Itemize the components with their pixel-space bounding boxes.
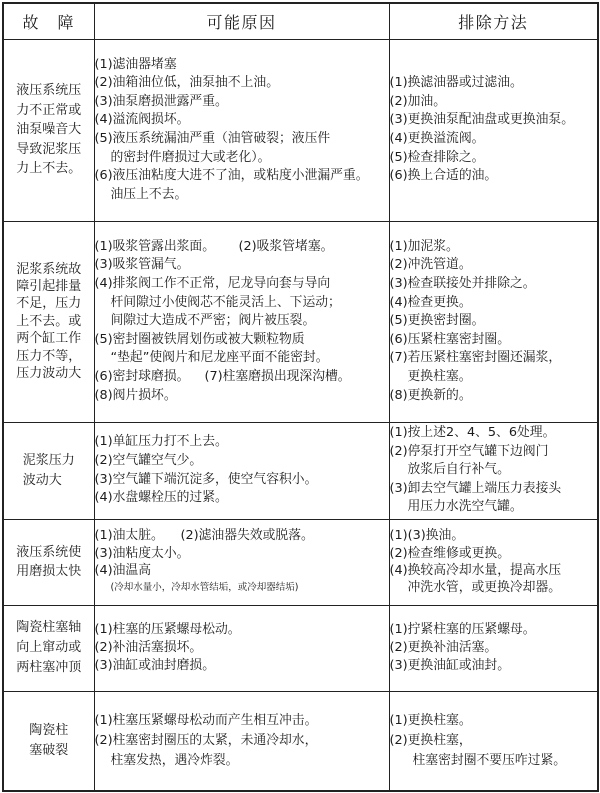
fault-text bbox=[23, 451, 75, 490]
remedies-cell bbox=[389, 519, 598, 605]
causes-cell bbox=[94, 605, 389, 691]
table-row bbox=[3, 519, 598, 605]
causes-cell bbox=[94, 422, 389, 519]
remedy-line: (3)更换油泵配油盘或更换油泵。 bbox=[389, 112, 574, 128]
remedies-cell bbox=[389, 39, 598, 221]
header-fault: 故 障 bbox=[3, 3, 94, 39]
fault-text bbox=[16, 618, 81, 678]
table-header-row bbox=[3, 3, 598, 39]
remedy-line: (8)更换新的。 bbox=[389, 387, 472, 403]
fault-cell bbox=[3, 605, 94, 691]
fault-text bbox=[16, 261, 81, 383]
fault-line: 两个缸工作 bbox=[16, 331, 82, 347]
fault-line: 泥浆系统故 bbox=[16, 261, 82, 277]
fault-line: 力不正常或 bbox=[16, 102, 82, 118]
fault-line: 上不去。或 bbox=[16, 313, 82, 329]
table-row bbox=[3, 221, 598, 422]
header-causes: 可能原因 bbox=[94, 3, 389, 39]
fault-text bbox=[16, 81, 81, 179]
cause-item: (2)滤油器失效或脱落。 bbox=[180, 528, 314, 544]
cause-line: (5)密封圈被铁屑划伤或被大颗粒物质 bbox=[94, 331, 305, 347]
cause-line: (3)吸浆管漏气。 bbox=[94, 257, 190, 273]
table-row bbox=[3, 605, 598, 691]
cause-line: (4)水盘螺栓压的过紧。 bbox=[94, 490, 228, 506]
remedy-line: (6)换上合适的油。 bbox=[389, 168, 498, 184]
remedy-line: (4)换较高冷却水量，提高水压 bbox=[389, 563, 562, 578]
remedy-line: (2)停泵打开空气罐下边阀门 bbox=[389, 443, 549, 459]
fault-line: 障引起排量 bbox=[16, 278, 82, 294]
remedy-line: (3)检查联接处并排除之。 bbox=[389, 276, 536, 292]
cause-line: (4)油温高 bbox=[94, 563, 152, 578]
fault-text bbox=[16, 543, 81, 582]
cause-item: (1)油太脏。 bbox=[94, 528, 164, 544]
remedy-line: (1)(3)换油。 bbox=[389, 528, 465, 544]
remedy-line: (5)检查排除之。 bbox=[389, 149, 485, 165]
cause-item: (1)吸浆管露出浆面。 bbox=[94, 238, 216, 254]
cause-line: (3)油泵磨损泄露严重。 bbox=[94, 93, 228, 109]
troubleshooting-table bbox=[2, 2, 599, 792]
cause-line: (5)液压系统漏油严重（油管破裂；液压件 bbox=[94, 131, 331, 146]
cause-line-pair bbox=[95, 527, 389, 544]
causes-cell bbox=[94, 221, 389, 422]
cause-item: (7)柱塞磨损出现深沟槽。 bbox=[204, 368, 351, 384]
fault-line: 泥浆压力 bbox=[22, 453, 75, 468]
cause-line: (2)空气罐空气少。 bbox=[94, 452, 203, 468]
remedy-line: 冲洗水管，或更换冷却器。 bbox=[407, 580, 562, 596]
fault-line: 压力不等， bbox=[16, 348, 82, 364]
causes-cell bbox=[94, 691, 389, 791]
remedy-line: (2)冲洗管道。 bbox=[389, 257, 472, 273]
fault-line: 压力波动大 bbox=[16, 366, 82, 382]
remedy-line: (2)检查维修或更换。 bbox=[389, 545, 511, 561]
cause-line: 柱塞发热，遇冷炸裂。 bbox=[110, 752, 239, 768]
remedy-line: 放浆后自行补气。 bbox=[407, 462, 510, 478]
cause-line-pair bbox=[95, 238, 389, 257]
remedy-line: 更换柱塞。 bbox=[407, 368, 472, 384]
remedy-line: (6)压紧柱塞密封圈。 bbox=[389, 331, 511, 347]
cause-line-pair bbox=[95, 368, 389, 387]
fault-line: 液压系统使 bbox=[16, 544, 82, 560]
fault-line: 液压系统压 bbox=[16, 83, 82, 99]
remedy-line: (1)按上述2、4、5、6处理。 bbox=[389, 425, 556, 441]
remedies-cell bbox=[389, 221, 598, 422]
fault-cell bbox=[3, 422, 94, 519]
remedy-line: (3)更换油缸或油封。 bbox=[389, 658, 511, 673]
fault-text bbox=[29, 721, 68, 760]
remedy-line: (2)更换补油活塞。 bbox=[389, 640, 498, 655]
header-remedies: 排除方法 bbox=[389, 3, 598, 39]
cause-line: 间隙过大造成不严密；阀片被压裂。 bbox=[110, 313, 316, 329]
remedy-line: 用压力水洗空气罐。 bbox=[407, 499, 523, 515]
cause-line: 油压上不去。 bbox=[110, 186, 188, 202]
cause-note: (冷却水量小，冷却水管结垢，或冷却器结垢) bbox=[110, 582, 299, 594]
fault-line: 向上窜动或 bbox=[16, 640, 82, 655]
remedy-line: (1)更换柱塞。 bbox=[389, 712, 472, 728]
remedy-line: (7)若压紧柱塞密封圈还漏浆， bbox=[389, 350, 562, 366]
remedy-line: (1)换滤油器或过滤油。 bbox=[389, 75, 523, 91]
table-row bbox=[3, 691, 598, 791]
cause-item: (6)密封球磨损。 bbox=[94, 368, 190, 384]
remedies-cell bbox=[389, 691, 598, 791]
remedy-line: (5)更换密封圈。 bbox=[389, 313, 485, 329]
fault-line: 不足，压力 bbox=[16, 296, 82, 312]
cause-line: 的密封件磨损过大或老化）。 bbox=[110, 149, 271, 165]
cause-line: (1)滤油器堵塞 bbox=[94, 56, 177, 72]
cause-line: (2)补油活塞损坏。 bbox=[94, 640, 203, 655]
remedy-line: (2)更换柱塞， bbox=[389, 732, 472, 748]
fault-line: 波动大 bbox=[22, 472, 62, 488]
cause-line: (1)柱塞的压紧螺母松动。 bbox=[94, 622, 241, 637]
cause-line: (3)油缸或油封磨损。 bbox=[94, 658, 216, 673]
remedy-line: (4)更换溢流阀。 bbox=[389, 131, 485, 146]
cause-line: (8)阀片损坏。 bbox=[94, 387, 177, 403]
causes-cell bbox=[94, 39, 389, 221]
fault-line: 陶瓷柱塞轴 bbox=[16, 620, 82, 635]
cause-line: (4)溢流阀损坏。 bbox=[94, 112, 190, 128]
remedy-line: (4)检查更换。 bbox=[389, 294, 472, 310]
cause-line: (4)排浆阀工作不正常，尼龙导向套与导向 bbox=[94, 276, 331, 292]
cause-line: (3)油粘度太小。 bbox=[94, 545, 190, 561]
fault-line: 塞破裂 bbox=[29, 742, 69, 758]
fault-line: 两柱塞冲顶 bbox=[16, 660, 82, 675]
table-row bbox=[3, 39, 598, 221]
remedies-cell bbox=[389, 422, 598, 519]
fault-cell bbox=[3, 691, 94, 791]
causes-cell bbox=[94, 519, 389, 605]
fault-line: 导致泥浆压 bbox=[16, 141, 82, 157]
remedy-line: (2)加油。 bbox=[389, 93, 447, 109]
table-row bbox=[3, 422, 598, 519]
fault-cell bbox=[3, 221, 94, 422]
cause-line: 杆间隙过小使阀芯不能灵活上、下运动； bbox=[110, 294, 341, 310]
cause-line: (3)空气罐下端沉淀多，使空气容积小。 bbox=[94, 471, 318, 487]
cause-line: (6)液压油粘度大进不了油，或粘度小泄漏严重。 bbox=[94, 168, 369, 184]
fault-line: 力上不去。 bbox=[16, 161, 82, 177]
cause-line: “垫起”使阀片和尼龙座平面不能密封。 bbox=[110, 350, 329, 366]
fault-line: 陶瓷柱 bbox=[29, 723, 69, 739]
remedy-line: (1)加泥浆。 bbox=[389, 238, 459, 254]
cause-item: (2)吸浆管堵塞。 bbox=[238, 238, 334, 254]
cause-line: (2)油箱油位低，油泵抽不上油。 bbox=[94, 75, 279, 91]
cause-line: (1)柱塞压紧螺母松动而产生相互冲击。 bbox=[94, 712, 318, 728]
remedy-line: (1)拧紧柱塞的压紧螺母。 bbox=[389, 622, 536, 637]
fault-line: 用磨损太快 bbox=[16, 564, 82, 579]
remedy-line: (3)卸去空气罐上端压力表接头 bbox=[389, 480, 562, 496]
cause-line: (1)单缸压力打不上去。 bbox=[94, 434, 228, 450]
remedies-cell bbox=[389, 605, 598, 691]
remedy-line: 柱塞密封圈不要压咋过紧。 bbox=[412, 752, 567, 768]
fault-cell bbox=[3, 519, 94, 605]
cause-line: (2)柱塞密封圈压的太紧，未通冷却水， bbox=[94, 732, 318, 748]
fault-line: 油泵噪音大 bbox=[16, 122, 82, 138]
fault-cell bbox=[3, 39, 94, 221]
